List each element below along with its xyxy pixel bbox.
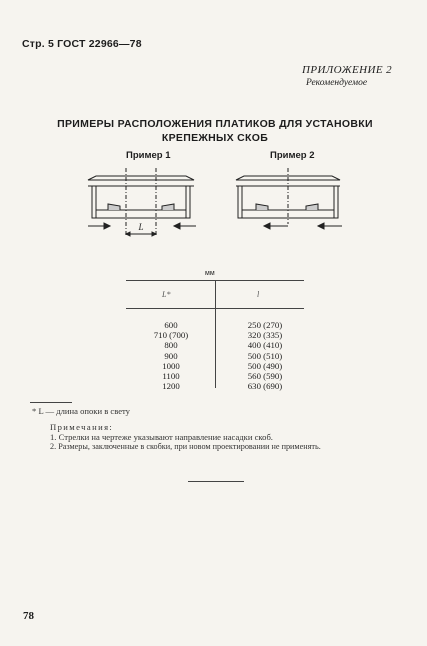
footnote: * L — длина опоки в свету bbox=[32, 406, 130, 416]
section-title-line2: КРЕПЕЖНЫХ СКОБ bbox=[161, 132, 269, 144]
notes-heading: Примечания: bbox=[50, 422, 114, 432]
col1-header: L* bbox=[162, 290, 171, 299]
example1-label: Пример 1 bbox=[126, 150, 171, 161]
table-cell: 800 bbox=[164, 340, 178, 351]
footnote-rule bbox=[30, 402, 72, 403]
table-cell: 1000 bbox=[162, 360, 180, 371]
table-cell: 1100 bbox=[162, 371, 180, 382]
end-rule bbox=[188, 481, 244, 482]
table-cell: 400 (410) bbox=[247, 340, 283, 351]
table-header-divider bbox=[215, 280, 216, 308]
table-cell: 710 (700) bbox=[153, 330, 189, 341]
table-cell: 500 (490) bbox=[247, 360, 283, 371]
table-cell: 560 (590) bbox=[247, 371, 283, 382]
page-header: Стр. 5 ГОСТ 22966—78 bbox=[22, 38, 142, 50]
table-cell: 600 bbox=[164, 320, 178, 330]
appendix-title: ПРИЛОЖЕНИЕ 2 bbox=[302, 64, 393, 76]
unit-label: мм bbox=[205, 270, 215, 277]
table-cell: 500 (510) bbox=[247, 350, 283, 361]
example2-label: Пример 2 bbox=[270, 150, 315, 161]
dim-label-text: L bbox=[138, 222, 144, 232]
section-title-line1: ПРИМЕРЫ РАСПОЛОЖЕНИЯ ПЛАТИКОВ ДЛЯ УСТАНОВКИ bbox=[57, 118, 373, 130]
example2-drawing bbox=[232, 168, 352, 240]
table-cell: 900 bbox=[164, 350, 178, 361]
table-cell: 250 (270) bbox=[247, 320, 283, 330]
table-cell: 1200 bbox=[162, 381, 180, 392]
example1-drawing bbox=[82, 168, 202, 246]
appendix-status: Рекомендуемое bbox=[306, 78, 368, 88]
col2-values bbox=[232, 320, 298, 391]
table-cell: 320 (335) bbox=[247, 330, 283, 341]
table-cell: 630 (690) bbox=[247, 381, 283, 392]
note-item-2: 2. Размеры, заключенные в скобки, при новом проектировании не применять. bbox=[50, 442, 321, 451]
table-body-divider bbox=[215, 308, 216, 388]
col2-header: l bbox=[257, 290, 260, 299]
note-item-1: 1. Стрелки на чертеже указывают направление насадки скоб. bbox=[50, 432, 273, 442]
page-number: 78 bbox=[23, 610, 34, 622]
col1-values bbox=[142, 320, 200, 391]
